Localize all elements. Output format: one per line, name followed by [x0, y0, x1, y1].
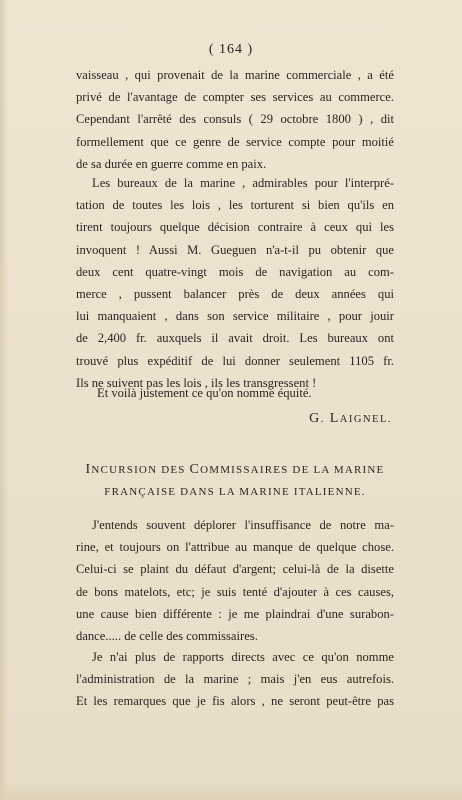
text-line: lui manquaient , dans son service militaire , pour jouir	[76, 309, 394, 324]
text-line: invoquent ! Aussi M. Gueguen n'a-t-il pu obtenir que	[76, 242, 394, 257]
text-line: dance..... de celle des commissaires.	[76, 628, 258, 643]
text-line: tirent toujours quelque décision contraire à ceux qui les	[76, 220, 394, 235]
text-line: une cause bien différente : je me plaindrai d'une surabon-	[76, 606, 394, 621]
page-number: ( 164 )	[208, 42, 254, 57]
page-left-edge-shadow	[0, 0, 8, 800]
signature: G. LAIGNEL.	[309, 411, 392, 426]
heading-text: FRANÇAISE DANS LA MARINE ITALIENNE.	[104, 486, 366, 498]
closing-quote: Et voilà justement ce qu'on nomme équité.	[97, 386, 312, 400]
text-line: Les bureaux de la marine , admirables pour l'interpré-	[92, 176, 394, 190]
text-line: Ils ne suivent pas les lois , ils les transgressent !	[76, 375, 317, 390]
text-line: de bons matelots, etc; je suis tenté d'ajouter à ces causes,	[76, 584, 394, 599]
paragraph-4	[76, 646, 394, 713]
paragraph-1	[76, 64, 394, 175]
text-line: Et les remarques que je fis alors , ne seront peut-être pas	[76, 694, 394, 709]
text-line: Je n'ai plus de rapports directs avec ce qu'on nomme	[92, 650, 394, 664]
text-line: rine, et toujours on l'attribue au manque de quelque chose.	[76, 540, 394, 555]
section-heading-line-2	[62, 482, 408, 502]
text-line: Celui-ci se plaint du défaut d'argent; celui-là de la disette	[76, 562, 394, 577]
text-line: tation de toutes les lois , les torturent si bien qu'ils en	[76, 198, 394, 213]
text-line: l'administration de la marine ; mais j'en eus autrefois.	[76, 672, 394, 687]
paragraph-3	[76, 514, 394, 647]
text-line: de 2,400 fr. auxquels il avait droit. Les bureaux ont	[76, 331, 394, 346]
heading-text: INCURSION DES COMMISSAIRES DE LA MARINE	[85, 462, 385, 477]
paragraph-2	[76, 172, 394, 394]
text-line: deux cent quatre-vingt mois de navigation au com-	[76, 264, 394, 279]
text-line: trouvé plus expéditif de lui donner seulement 1105 fr.	[76, 353, 394, 368]
text-line: privé de l'avantage de compter ses services au commerce.	[76, 90, 394, 105]
section-heading-line-1	[62, 460, 408, 480]
text-line: de sa durée en guerre comme en paix.	[76, 156, 267, 171]
text-line: merce , pussent balancer près de deux années qui	[76, 286, 394, 301]
text-line: formellement que ce genre de service compte pour moitié	[76, 134, 394, 149]
page-bottom-edge-shadow	[0, 782, 462, 800]
text-line: Cependant l'arrêté des consuls ( 29 octobre 1800 ) , dit	[76, 112, 394, 127]
text-line: J'entends souvent déplorer l'insuffisance de notre ma-	[92, 518, 394, 532]
text-line: vaisseau , qui provenait de la marine commerciale , a été	[76, 68, 394, 82]
